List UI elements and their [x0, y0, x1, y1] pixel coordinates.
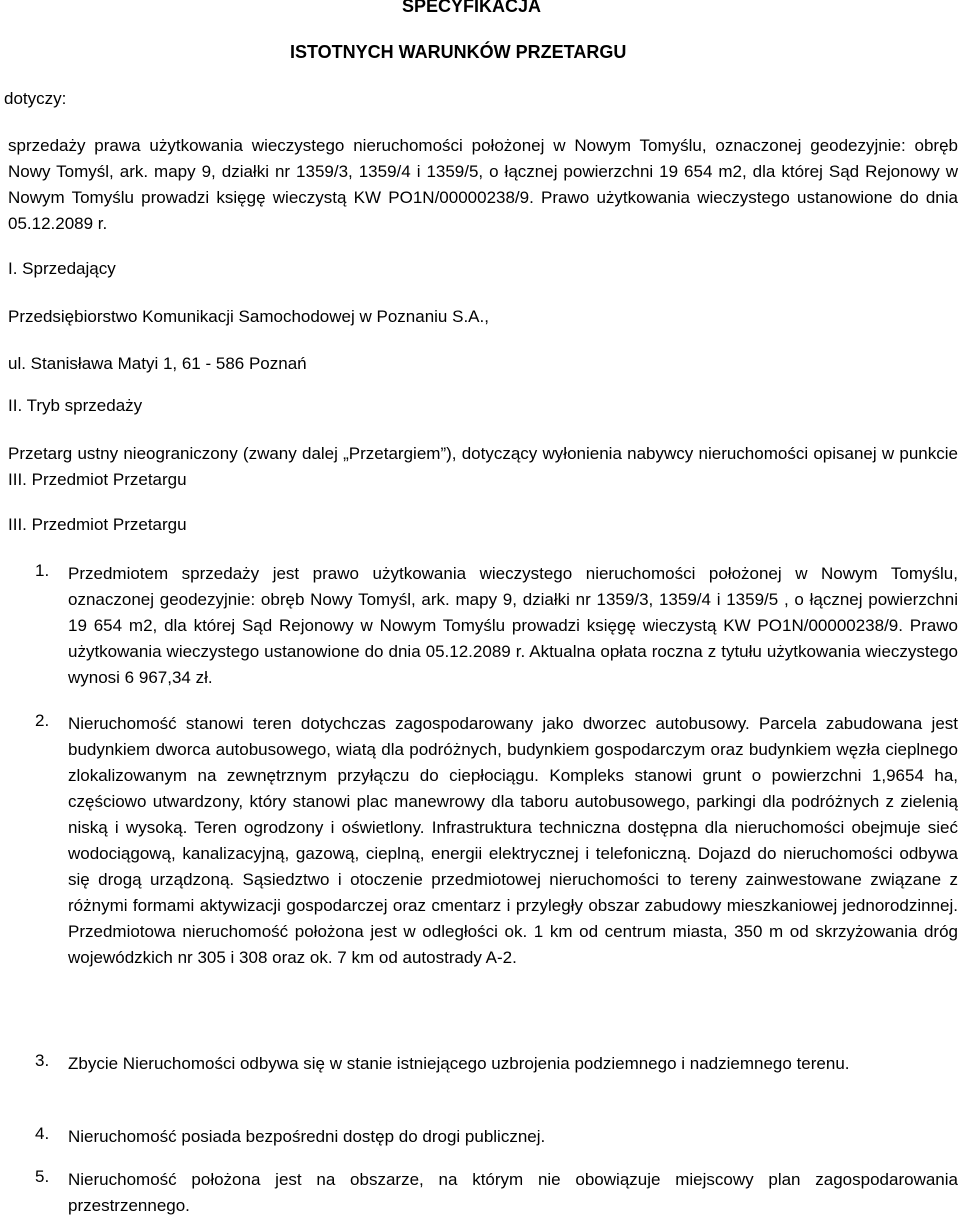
list-item-number: 2. — [35, 711, 50, 730]
list-item-number: 5. — [35, 1167, 50, 1186]
list-item — [36, 561, 958, 691]
list-item-text: Nieruchomość położona jest na obszarze, na którym nie obowiązuje miejscowy plan zagospodarowania przestrzennego. — [68, 1170, 958, 1215]
list-item-text: Zbycie Nieruchomości odbywa się w stanie istniejącego uzbrojenia podziemnego i nadziemnego terenu. — [68, 1054, 850, 1073]
list-item-number: 4. — [35, 1124, 50, 1143]
list-item-text: Nieruchomość stanowi teren dotychczas zagospodarowany jako dworzec autobusowy. Parcela zabudowana jest budynkiem dworca autobusowego, wiatą dla podróżnych, budynkiem gospodarczym oraz budynkiem węzła cieplnego zlokalizowanym na zewnętrznym przyłączu do ciepłociągu. Kompleks stanowi grunt o powierzchni 1,9654 ha, częściowo utwardzony, który stanowi plac manewrowy dla taboru autobusowego, parkingi dla podróżnych z zielenią niską i wysoką. Teren ogrodzony i oświetlony. Infrastruktura techniczna dostępna dla nieruchomości obejmuje sieć wodociągową, kanalizacyjną, gazową, cieplną, energii elektrycznej i telefoniczną. Dojazd do nieruchomości odbywa się drogą urządzoną. Sąsiedztwo i otoczenie przedmiotowej nieruchomości to tereny zainwestowane związane z różnymi formami aktywizacji gospodarczej oraz cmentarz i przyległy obszar zabudowy mieszkaniowej jednorodzinnej. Przedmiotowa nieruchomość położona jest w odległości ok. 1 km od centrum miasta, 350 m od skrzyżowania dróg wojewódzkich nr 305 i 308 oraz ok. 7 km od autostrady A-2. — [68, 714, 958, 967]
list-item — [36, 1051, 958, 1077]
section-1-heading: I. Sprzedający — [8, 259, 116, 278]
list-item-text: Nieruchomość posiada bezpośredni dostęp do drogi publicznej. — [68, 1127, 546, 1146]
list-item-text: Przedmiotem sprzedaży jest prawo użytkowania wieczystego nieruchomości położonej w Nowym Tomyślu, oznaczonej geodezyjnie: obręb Nowy Tomyśl, ark. mapy 9, działki nr 1359/3, 1359/4 i 1359/5 , o łącznej powierzchni 19 654 m2, dla której Sąd Rejonowy w Nowym Tomyślu prowadzi księgę wieczystą KW PO1N/00000238/9. Prawo użytkowania wieczystego ustanowione do dnia 05.12.2089 r. Aktualna opłata roczna z tytułu użytkowania wieczystego wynosi 6 967,34 zł. — [68, 564, 958, 687]
section-2-heading: II. Tryb sprzedaży — [8, 396, 143, 415]
list-item-number: 3. — [35, 1051, 50, 1070]
list-item — [36, 1167, 958, 1219]
regarding-label: dotyczy: — [4, 89, 67, 108]
list-item — [36, 1124, 958, 1150]
sale-mode-text: Przetarg ustny nieograniczony (zwany dalej „Przetargiem”), dotyczący wyłonienia nabywcy nieruchomości opisanej w punkcie III. Przedmiot Przetargu — [8, 444, 958, 489]
section-3-heading: III. Przedmiot Przetargu — [8, 515, 187, 534]
list-item-number: 1. — [35, 561, 50, 580]
document-subtitle: ISTOTNYCH WARUNKÓW PRZETARGU — [290, 42, 627, 62]
list-item — [36, 711, 958, 971]
document-title: SPECYFIKACJA — [402, 0, 542, 16]
intro-paragraph: sprzedaży prawa użytkowania wieczystego nieruchomości położonej w Nowym Tomyślu, oznaczonej geodezyjnie: obręb Nowy Tomyśl, ark. mapy 9, działki nr 1359/3, 1359/4 i 1359/5, o łącznej powierzchni 19 654 m2, dla której Sąd Rejonowy w Nowym Tomyślu prowadzi księgę wieczystą KW PO1N/00000238/9. Prawo użytkowania wieczystego ustanowione do dnia 05.12.2089 r. — [8, 136, 958, 233]
seller-name: Przedsiębiorstwo Komunikacji Samochodowej w Poznaniu S.A., — [8, 307, 489, 326]
seller-address: ul. Stanisława Matyi 1, 61 - 586 Poznań — [8, 354, 307, 373]
